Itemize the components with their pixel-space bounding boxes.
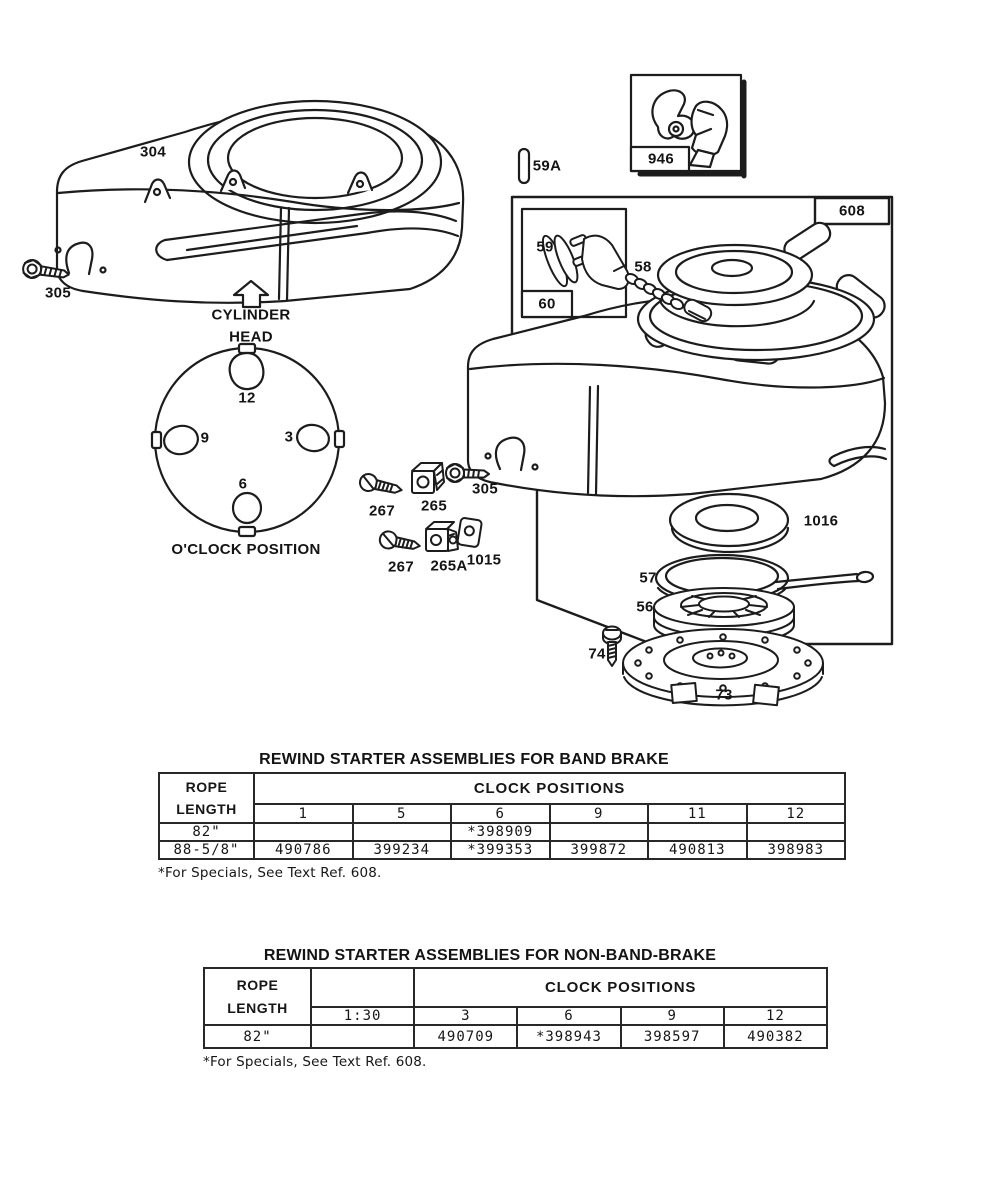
part-label-pos-6: 6: [238, 475, 248, 493]
table-data-cell: [747, 823, 846, 841]
part-label-265: 265: [421, 497, 447, 515]
part-label-305-right: 305: [472, 480, 498, 498]
table-data-cell: 490709: [414, 1025, 517, 1048]
table-header-cell: 1: [254, 804, 353, 823]
table-data-cell: 490382: [724, 1025, 827, 1048]
part-label-305-left: 305: [45, 284, 71, 302]
table-data-cell: 398597: [621, 1025, 724, 1048]
plate-1015-drawing: [454, 514, 486, 552]
table-data-cell: 398983: [747, 841, 846, 859]
clip-265-drawing: [404, 458, 448, 502]
part-label-1015: 1015: [466, 551, 502, 569]
table-data-cell: [254, 823, 353, 841]
table-header-cell: ROPE LENGTH: [159, 773, 254, 823]
bolt-305-left-drawing: [20, 252, 72, 288]
part-label-265A: 265A: [430, 557, 468, 575]
table-header-cell: [311, 968, 414, 1007]
table-data-cell: *398909: [451, 823, 550, 841]
table-header-cell: ROPE LENGTH: [204, 968, 311, 1025]
table-header-cell: 9: [550, 804, 649, 823]
table-data-cell: [311, 1025, 414, 1048]
starter-clutch-box-946: [628, 72, 754, 184]
table-data-cell: 82": [159, 823, 254, 841]
table-header-cell: 6: [517, 1007, 620, 1025]
band-brake-table-grid: [158, 772, 846, 860]
clock-position-diagram: [150, 342, 346, 538]
table-header-cell: 11: [648, 804, 747, 823]
band-brake-table: [158, 772, 846, 881]
grip-6-oclock: [233, 493, 261, 523]
table-data-cell: 490813: [648, 841, 747, 859]
table-data-cell: *398943: [517, 1025, 620, 1048]
table-header-cell: CLOCK POSITIONS: [414, 968, 827, 1007]
table-data-cell: [648, 823, 747, 841]
table-data-cell: 490786: [254, 841, 353, 859]
grip-3-oclock: [335, 431, 344, 447]
table-data-cell: [550, 823, 649, 841]
table-data-cell: 399234: [353, 841, 452, 859]
table-header-cell: 1:30: [311, 1007, 414, 1025]
screw-267-top-drawing: [358, 472, 406, 502]
part-label-56: 56: [636, 598, 654, 616]
non-band-brake-table-grid: [203, 967, 828, 1049]
table-header-cell: 12: [747, 804, 846, 823]
part-label-59A: 59A: [532, 157, 562, 175]
screw-267-bottom-drawing: [378, 529, 426, 559]
part-label-pos-12: 12: [238, 389, 256, 407]
part-label-1016: 1016: [803, 512, 839, 530]
table-header-cell: 6: [451, 804, 550, 823]
part-label-73: 73: [715, 686, 733, 704]
table-data-cell: 399872: [550, 841, 649, 859]
part-label-cylinder-head: CYLINDER HEAD: [211, 306, 291, 345]
part-label-57: 57: [639, 569, 657, 587]
band-brake-footnote: *For Specials, See Text Ref. 608.: [158, 865, 382, 881]
part-label-946: 946: [648, 150, 674, 168]
table-data-cell: 88-5/8": [159, 841, 254, 859]
table-header-cell: CLOCK POSITIONS: [254, 773, 845, 804]
part-label-74: 74: [588, 645, 606, 663]
non-band-brake-table: [203, 967, 828, 1070]
table-header-cell: 3: [414, 1007, 517, 1025]
grip-9-oclock: [152, 432, 161, 448]
table-data-cell: *399353: [451, 841, 550, 859]
part-label-59: 59: [536, 238, 554, 256]
part-label-267-bottom: 267: [388, 558, 414, 576]
part-label-267-top: 267: [369, 502, 395, 520]
non-band-brake-footnote: *For Specials, See Text Ref. 608.: [203, 1054, 427, 1070]
part-label-pos-3: 3: [284, 428, 294, 446]
blower-housing-304-drawing: [25, 62, 445, 310]
band-brake-table-title: REWIND STARTER ASSEMBLIES FOR BAND BRAKE: [259, 751, 669, 768]
table-header-cell: 5: [353, 804, 452, 823]
starter-grip-rope-drawing: [528, 213, 718, 343]
part-label-304: 304: [140, 143, 166, 161]
part-label-pos-9: 9: [200, 429, 210, 447]
non-band-brake-table-title: REWIND STARTER ASSEMBLIES FOR NON-BAND-BRAKE: [263, 947, 717, 964]
table-header-cell: 12: [724, 1007, 827, 1025]
part-label-58: 58: [634, 258, 652, 276]
table-data-cell: 82": [204, 1025, 311, 1048]
part-label-608: 608: [839, 202, 865, 220]
table-data-cell: [353, 823, 452, 841]
table-header-cell: 9: [621, 1007, 724, 1025]
part-label-60: 60: [538, 295, 556, 313]
washer-1016-drawing: [668, 493, 794, 551]
part-label-oclock-position: O'CLOCK POSITION: [171, 541, 321, 559]
